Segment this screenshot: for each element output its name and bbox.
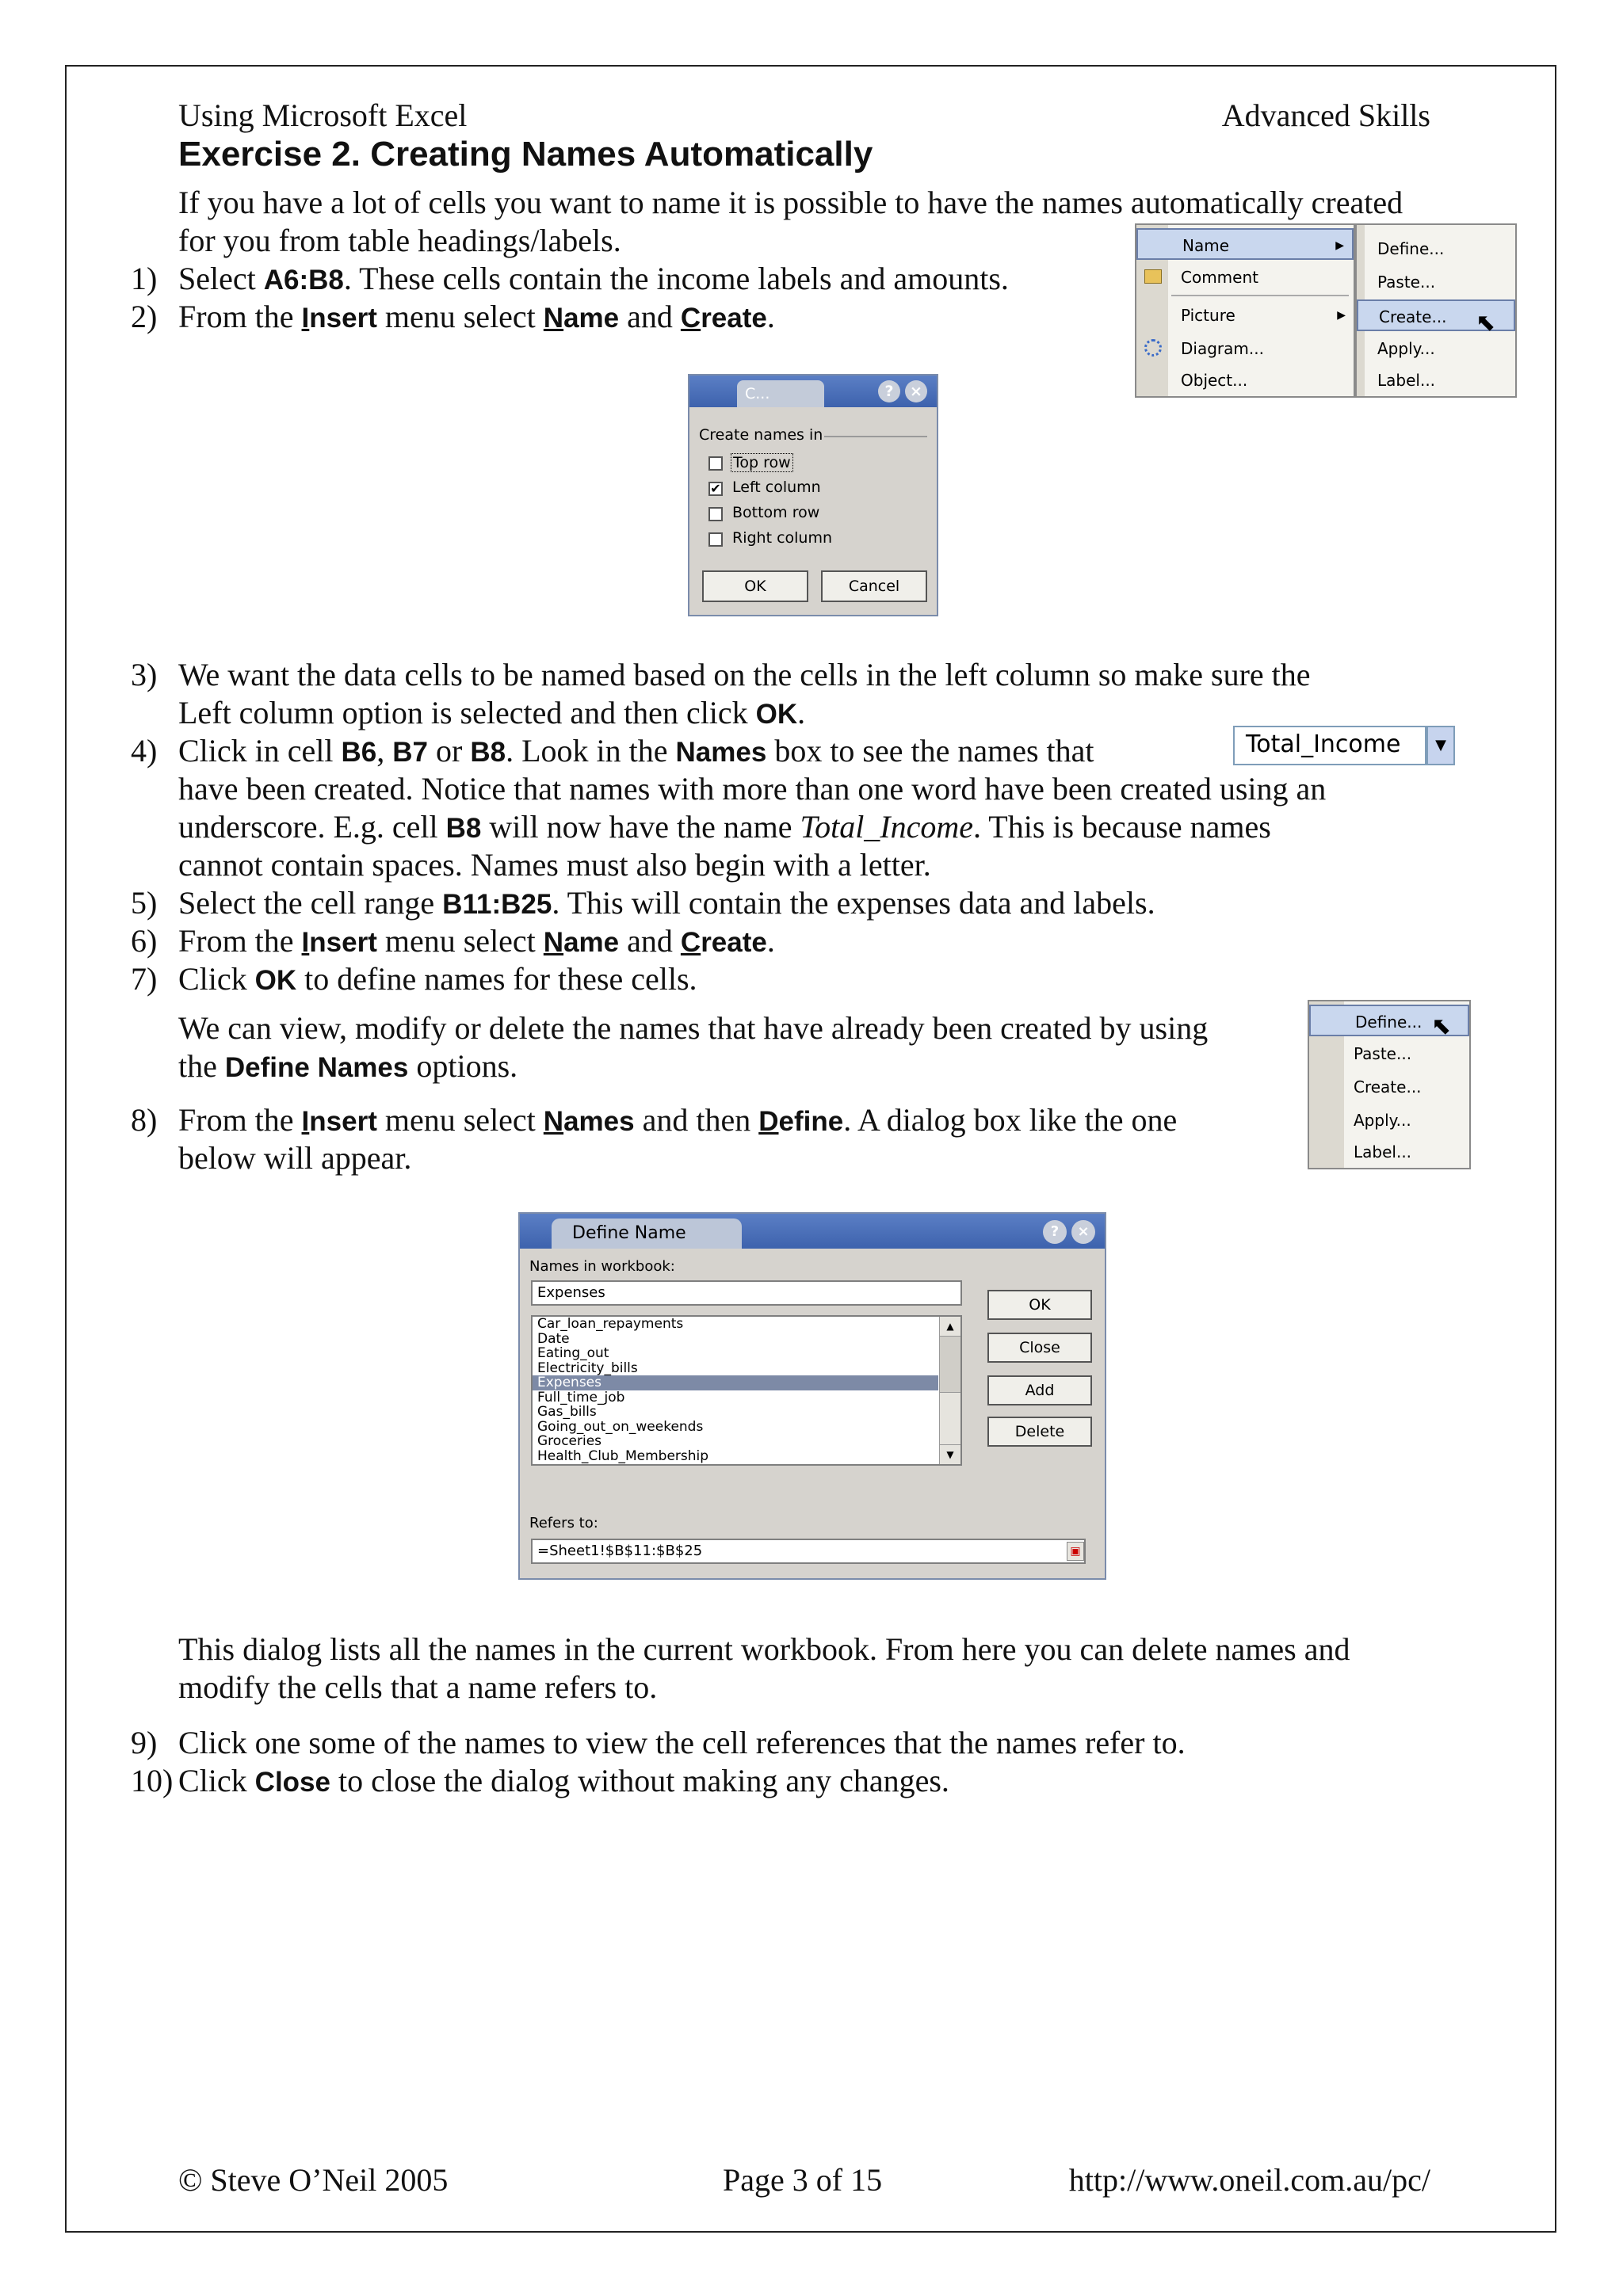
help-icon[interactable]: ?: [878, 380, 900, 402]
submenu-apply[interactable]: Apply...: [1377, 339, 1435, 358]
names-list-item[interactable]: Groceries: [537, 1433, 602, 1449]
collapse-dialog-icon[interactable]: ▣: [1067, 1542, 1084, 1561]
header-right: Advanced Skills: [1221, 97, 1430, 133]
mouse-pointer-icon: ⬉: [1431, 1013, 1452, 1040]
name-box[interactable]: [1233, 726, 1455, 765]
option-top-row[interactable]: Top row: [731, 453, 793, 472]
submenu2-define[interactable]: Define...: [1309, 1005, 1469, 1036]
para2-line1: We can view, modify or delete the names that have already been created by using: [178, 1010, 1209, 1046]
close-icon[interactable]: ×: [905, 380, 927, 402]
define-close-button[interactable]: Close: [987, 1333, 1092, 1363]
step-8-line1: 8) From the Insert menu select Names and then Define. A dialog box like the one: [131, 1102, 1178, 1138]
scroll-up-icon[interactable]: ▲: [940, 1317, 960, 1337]
submenu2-apply[interactable]: Apply...: [1354, 1111, 1411, 1130]
names-list-item[interactable]: Eating_out: [537, 1345, 609, 1361]
menu-item-comment[interactable]: Comment: [1181, 268, 1258, 287]
option-left-column[interactable]: Left column: [732, 479, 821, 496]
dropdown-arrow-icon[interactable]: ▼: [1426, 726, 1455, 765]
cancel-button[interactable]: Cancel: [821, 570, 927, 602]
close-icon[interactable]: ×: [1071, 1220, 1095, 1244]
names-list-item[interactable]: Electricity_bills: [537, 1360, 638, 1376]
menu-item-picture[interactable]: Picture ▶: [1181, 306, 1346, 325]
checkbox-left-column[interactable]: ✔: [708, 482, 723, 496]
submenu2-create[interactable]: Create...: [1354, 1077, 1422, 1097]
submenu-define[interactable]: Define...: [1377, 239, 1445, 258]
ok-button[interactable]: OK: [702, 570, 808, 602]
step-4-line3: underscore. E.g. cell B8 will now have the name Total_Income. This is because names: [178, 809, 1271, 845]
scroll-thumb[interactable]: [940, 1337, 960, 1393]
para3-line2: modify the cells that a name refers to.: [178, 1669, 658, 1705]
submenu-create[interactable]: Create...: [1357, 299, 1515, 331]
define-ok-button[interactable]: OK: [987, 1290, 1092, 1320]
name-input[interactable]: Expenses: [531, 1280, 962, 1306]
define-dialog-titlebar: [520, 1214, 1105, 1249]
checkbox-bottom-row[interactable]: [708, 507, 723, 521]
footer-page-number: Page 3 of 15: [723, 2162, 883, 2198]
create-dialog-title: C...: [737, 380, 824, 407]
checkbox-top-row[interactable]: [708, 456, 723, 471]
step-4-line4: cannot contain spaces. Names must also begin with a letter.: [178, 847, 931, 883]
step-10: 10) Click Close to close the dialog without making any changes.: [131, 1763, 949, 1798]
step-8-line2: below will appear.: [178, 1140, 412, 1176]
step-7: 7) Click OK to define names for these cells.: [131, 961, 697, 997]
names-list-item[interactable]: Full_time_job: [537, 1389, 625, 1405]
names-list-item[interactable]: Car_loan_repayments: [537, 1316, 684, 1332]
submenu-label[interactable]: Label...: [1377, 371, 1436, 390]
mouse-pointer-icon: ⬉: [1476, 309, 1496, 337]
checkbox-right-column[interactable]: [708, 532, 723, 547]
define-dialog-title: Define Name: [552, 1219, 742, 1249]
names-list-item[interactable]: Health_Club_Membership: [537, 1447, 709, 1464]
footer-copyright: © Steve O’Neil 2005: [178, 2162, 449, 2198]
step-5: 5) Select the cell range B11:B25. This will contain the expenses data and labels.: [131, 885, 1155, 921]
insert-menu: [1135, 223, 1355, 398]
menu-item-object[interactable]: Object...: [1181, 371, 1248, 390]
step-6: 6) From the Insert menu select Name and Create.: [131, 923, 775, 959]
insert-name-menu-screenshot: [1135, 223, 1517, 398]
option-right-column[interactable]: Right column: [732, 529, 833, 547]
create-dialog-titlebar: [689, 376, 937, 407]
names-in-workbook-label: Names in workbook:: [529, 1258, 675, 1275]
para2-line2: the Define Names options.: [178, 1048, 518, 1084]
step-4-line2: have been created. Notice that names with more than one word have been created using an: [178, 771, 1327, 807]
define-name-dialog: [518, 1212, 1106, 1580]
name-submenu: [1355, 223, 1517, 398]
create-names-dialog: [688, 374, 938, 616]
step-3-line1: 3) We want the data cells to be named based on the cells in the left column so make sure the: [131, 657, 1311, 692]
help-icon[interactable]: ?: [1043, 1220, 1067, 1244]
step-4-line1: 4) Click in cell B6, B7 or B8. Look in the Names box to see the names that: [131, 733, 1094, 769]
option-bottom-row[interactable]: Bottom row: [732, 504, 820, 521]
footer-url[interactable]: http://www.oneil.com.au/pc/: [1068, 2162, 1430, 2198]
intro-line1: If you have a lot of cells you want to name it is possible to have the names automatically created: [178, 185, 1403, 220]
intro-line2: for you from table headings/labels.: [178, 223, 621, 258]
submenu2-label[interactable]: Label...: [1354, 1142, 1412, 1161]
diagram-icon: [1144, 339, 1162, 357]
comment-icon: [1144, 269, 1162, 284]
name-box-value[interactable]: Total_Income: [1233, 726, 1426, 765]
para3-line1: This dialog lists all the names in the current workbook. From here you can delete names and: [178, 1631, 1350, 1667]
scroll-down-icon[interactable]: ▼: [940, 1444, 960, 1464]
step-9: 9) Click one some of the names to view the cell references that the names refer to.: [131, 1725, 1186, 1760]
names-list[interactable]: [531, 1315, 962, 1466]
menu-item-diagram[interactable]: Diagram...: [1181, 339, 1264, 358]
list-scrollbar[interactable]: [939, 1317, 960, 1464]
names-list-item[interactable]: Going_out_on_weekends: [537, 1418, 704, 1435]
submenu2-paste[interactable]: Paste...: [1354, 1044, 1412, 1063]
refers-to-input[interactable]: =Sheet1!$B$11:$B$25: [531, 1539, 1086, 1564]
define-add-button[interactable]: Add: [987, 1375, 1092, 1405]
page-title: Exercise 2. Creating Names Automatically: [178, 135, 873, 174]
create-names-group-label: Create names in: [699, 426, 823, 444]
names-list-item[interactable]: Gas_bills: [537, 1404, 597, 1420]
menu-item-name[interactable]: Name ▶: [1136, 228, 1354, 260]
names-list-item[interactable]: Date: [537, 1330, 570, 1347]
header-left: Using Microsoft Excel: [178, 97, 468, 133]
names-list-item[interactable]: Expenses: [533, 1375, 938, 1390]
step-2: 2) From the Insert menu select Name and Create.: [131, 299, 775, 334]
define-delete-button[interactable]: Delete: [987, 1417, 1092, 1447]
submenu-paste[interactable]: Paste...: [1377, 273, 1436, 292]
step-3-line2: Left column option is selected and then click OK.: [178, 695, 806, 730]
refers-to-label: Refers to:: [529, 1515, 598, 1531]
step-1: 1) Select A6:B8. These cells contain the income labels and amounts.: [131, 261, 1009, 296]
